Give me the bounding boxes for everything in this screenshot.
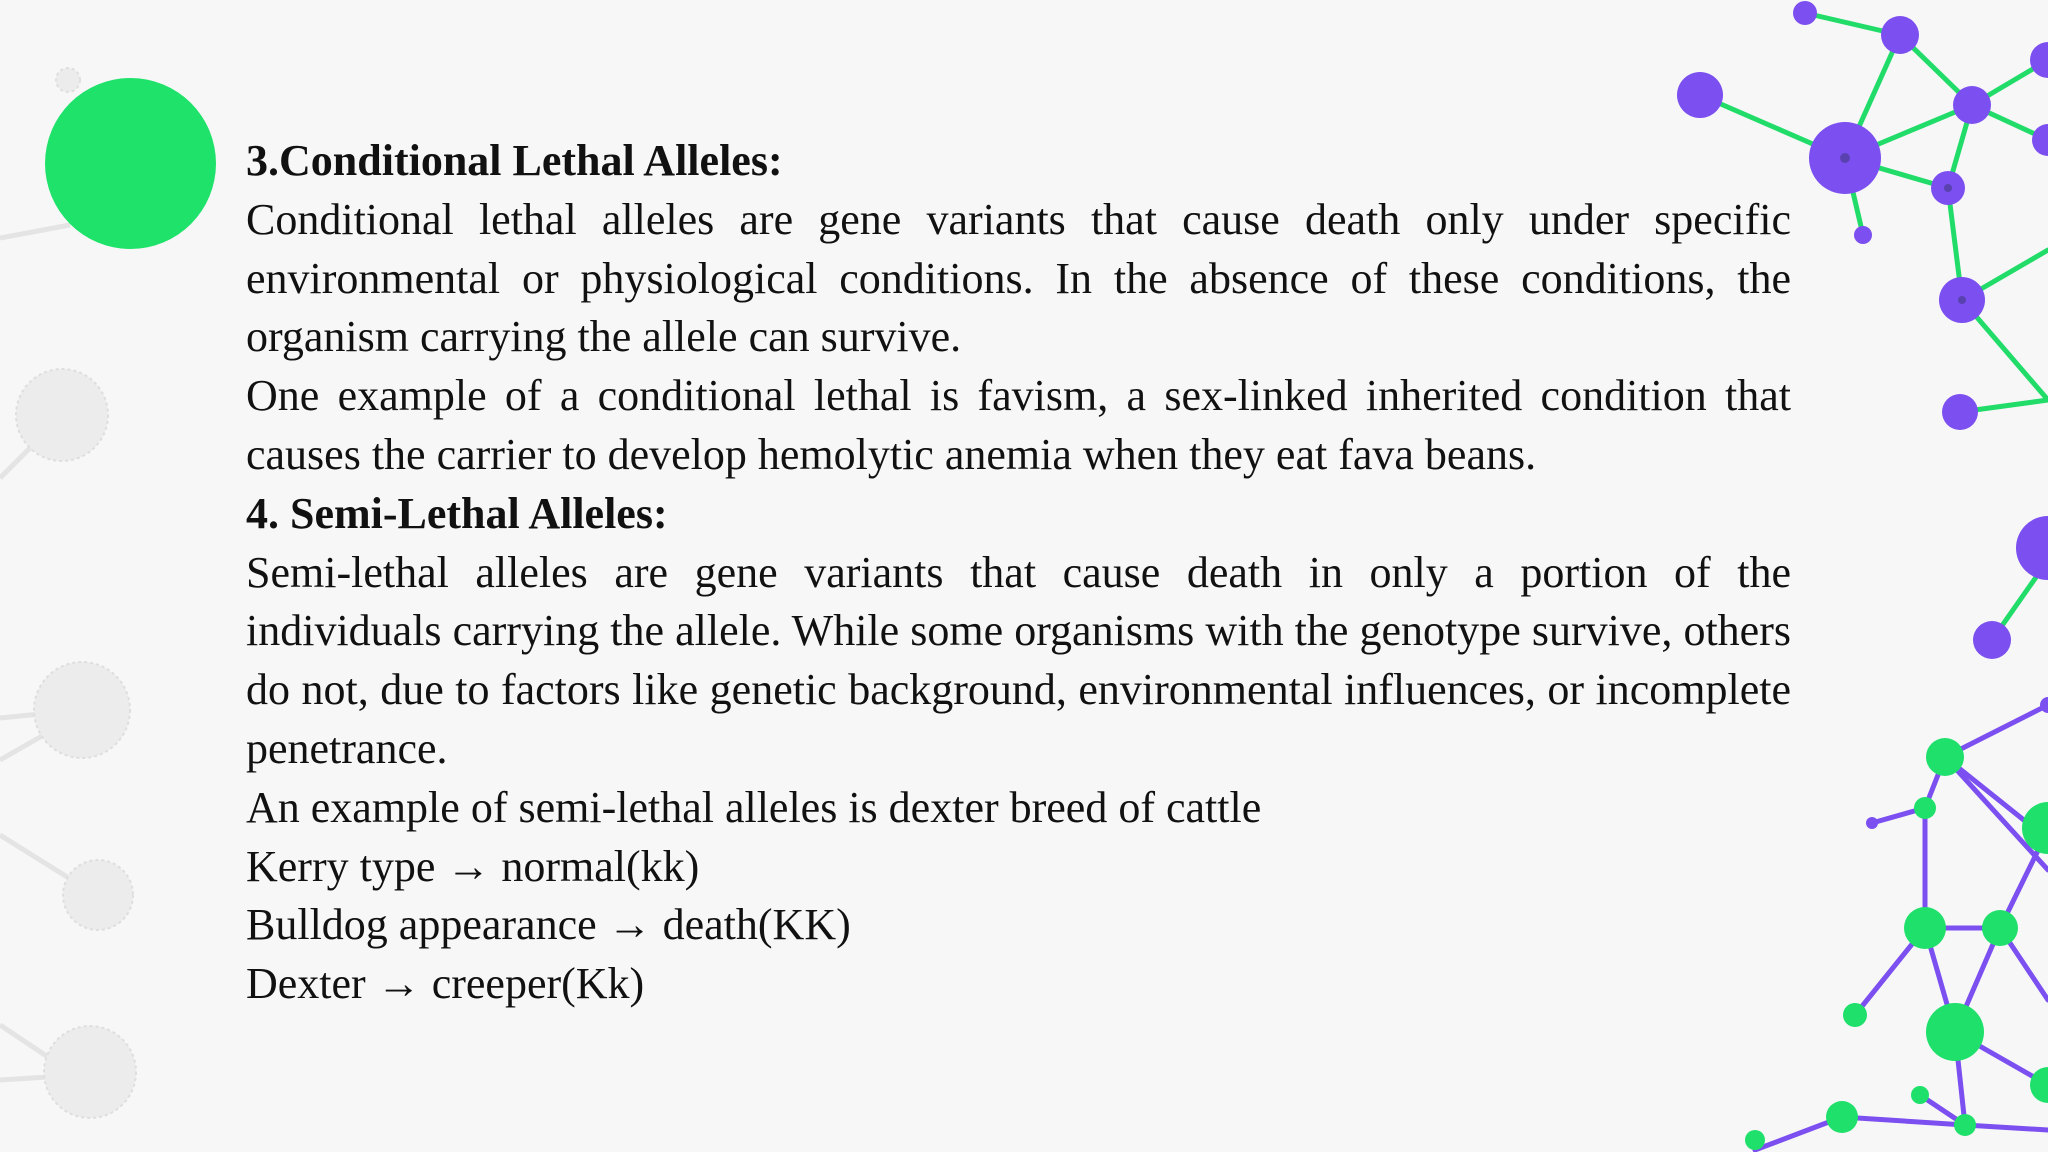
paragraph-conditional-definition: Conditional lethal alleles are gene variants that cause death only under specific environmental or physiological conditions. In the absence of these conditions, the organism carrying the allele can survive. (246, 194, 1791, 362)
genotype-line: Bulldog appearance → death(KK) (246, 900, 851, 950)
slide-content (246, 132, 1791, 1014)
paragraph-favism-example: One example of a conditional lethal is favism, a sex-linked inherited condition that causes the carrier to develop hemolytic anemia when they eat fava beans. (246, 371, 1791, 479)
genotype-line: Dexter → creeper(Kk) (246, 959, 645, 1009)
genotype-line: Kerry type → normal(kk) (246, 841, 700, 891)
paragraph-semi-lethal-definition: Semi-lethal alleles are gene variants that cause death in only a portion of the individuals carrying the allele. While some organisms with the genotype survive, others do not, due to factors like genetic background, environmental influences, or incomplete penetrance. (246, 547, 1791, 773)
heading-semi-lethal: 4. Semi-Lethal Alleles: (246, 488, 668, 538)
paragraph-dexter-example: An example of semi-lethal alleles is dexter breed of cattle (246, 782, 1262, 832)
heading-conditional-lethal: 3.Conditional Lethal Alleles: (246, 136, 783, 185)
